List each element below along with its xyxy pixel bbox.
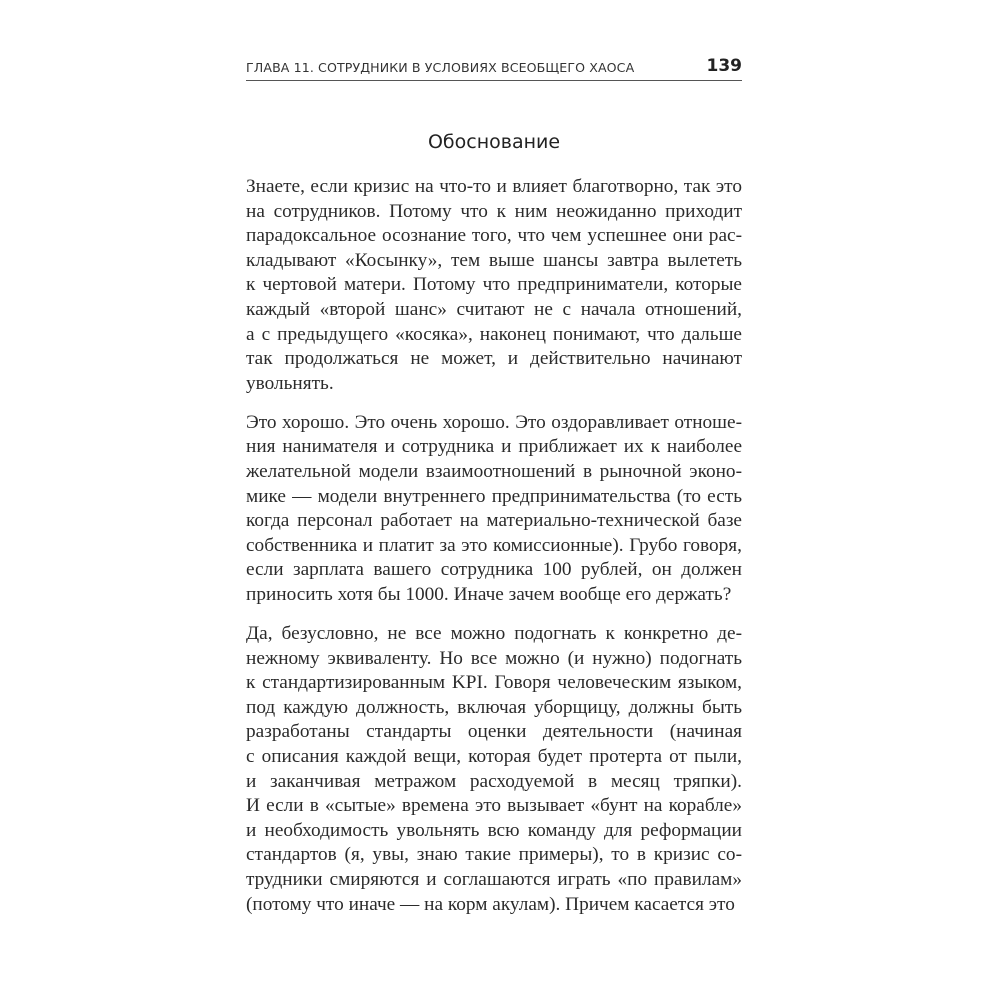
text-line: трудники смиряются и соглашаются играть «по правилам» <box>246 869 742 891</box>
text-line: желательной модели взаимоотношений в рыночной эконо- <box>246 461 742 483</box>
text-line: каждый «второй шанс» считают не с начала отношений, <box>246 298 742 320</box>
text-line: парадоксальное осознание того, что чем успешнее они рас- <box>246 225 742 247</box>
section-title: Обоснование <box>427 131 561 153</box>
text-line: (потому что иначе — на корм акулам). Причем касается это <box>246 893 735 915</box>
text-line: Да, безусловно, не все можно подогнать к конкретно де- <box>246 623 742 645</box>
text-line: собственника и платит за это комиссионные). Грубо говоря, <box>246 534 742 556</box>
running-header <box>246 58 742 81</box>
running-title: ГЛАВА 11. СОТРУДНИКИ В УСЛОВИЯХ ВСЕОБЩЕГО ХАОСА <box>246 60 635 75</box>
text-line: мике — модели внутреннего предпринимательства (то есть <box>246 485 742 507</box>
text-line: Знаете, если кризис на что-то и влияет благотворно, так это <box>246 176 742 197</box>
text-line: когда персонал работает на материально-технической базе <box>246 510 742 532</box>
text-line: разработаны стандарты оценки деятельности (начиная <box>246 721 742 743</box>
text-line: нежному эквиваленту. Но все можно (и нужно) подогнать <box>246 647 742 669</box>
text-line: с описания каждой вещи, которая будет протерта от пыли, <box>246 746 742 768</box>
paragraph <box>246 175 742 396</box>
text-line: под каждую должность, включая уборщицу, должны быть <box>246 696 742 718</box>
text-line: стандартов (я, увы, знаю такие примеры), то в кризис со- <box>246 844 742 866</box>
text-line: так продолжаться не может, и действительно начинают <box>246 348 742 370</box>
text-line: И если в «сытые» времена это вызывает «бунт на корабле» <box>246 795 742 817</box>
text-line: приносить хотя бы 1000. Иначе зачем вообще его держать? <box>246 584 732 605</box>
text-line: и необходимость увольнять всю команду для реформации <box>246 819 742 841</box>
text-line: а с предыдущего «косяка», наконец понимают, что дальше <box>246 323 742 345</box>
paragraph <box>246 411 742 608</box>
paragraph <box>246 622 742 917</box>
page-number: 139 <box>706 56 742 76</box>
text-line: увольнять. <box>246 372 334 394</box>
text-line: кладывают «Косынку», тем выше шансы завтра вылететь <box>246 249 742 271</box>
text-line: ния нанимателя и сотрудника и приближает их к наиболее <box>246 436 742 458</box>
text-line: если зарплата вашего сотрудника 100 рублей, он должен <box>246 559 742 581</box>
text-line: и заканчивая метражом расходуемой в месяц тряпки). <box>246 770 742 792</box>
text-line: к чертовой матери. Потому что предприниматели, которые <box>246 274 742 296</box>
text-line: к стандартизированным KPI. Говоря человеческим языком, <box>246 672 742 694</box>
body-text <box>246 175 742 932</box>
text-line: на сотрудников. Потому что к ним неожиданно приходит <box>246 200 742 222</box>
text-line: Это хорошо. Это очень хорошо. Это оздоравливает отноше- <box>246 411 742 433</box>
